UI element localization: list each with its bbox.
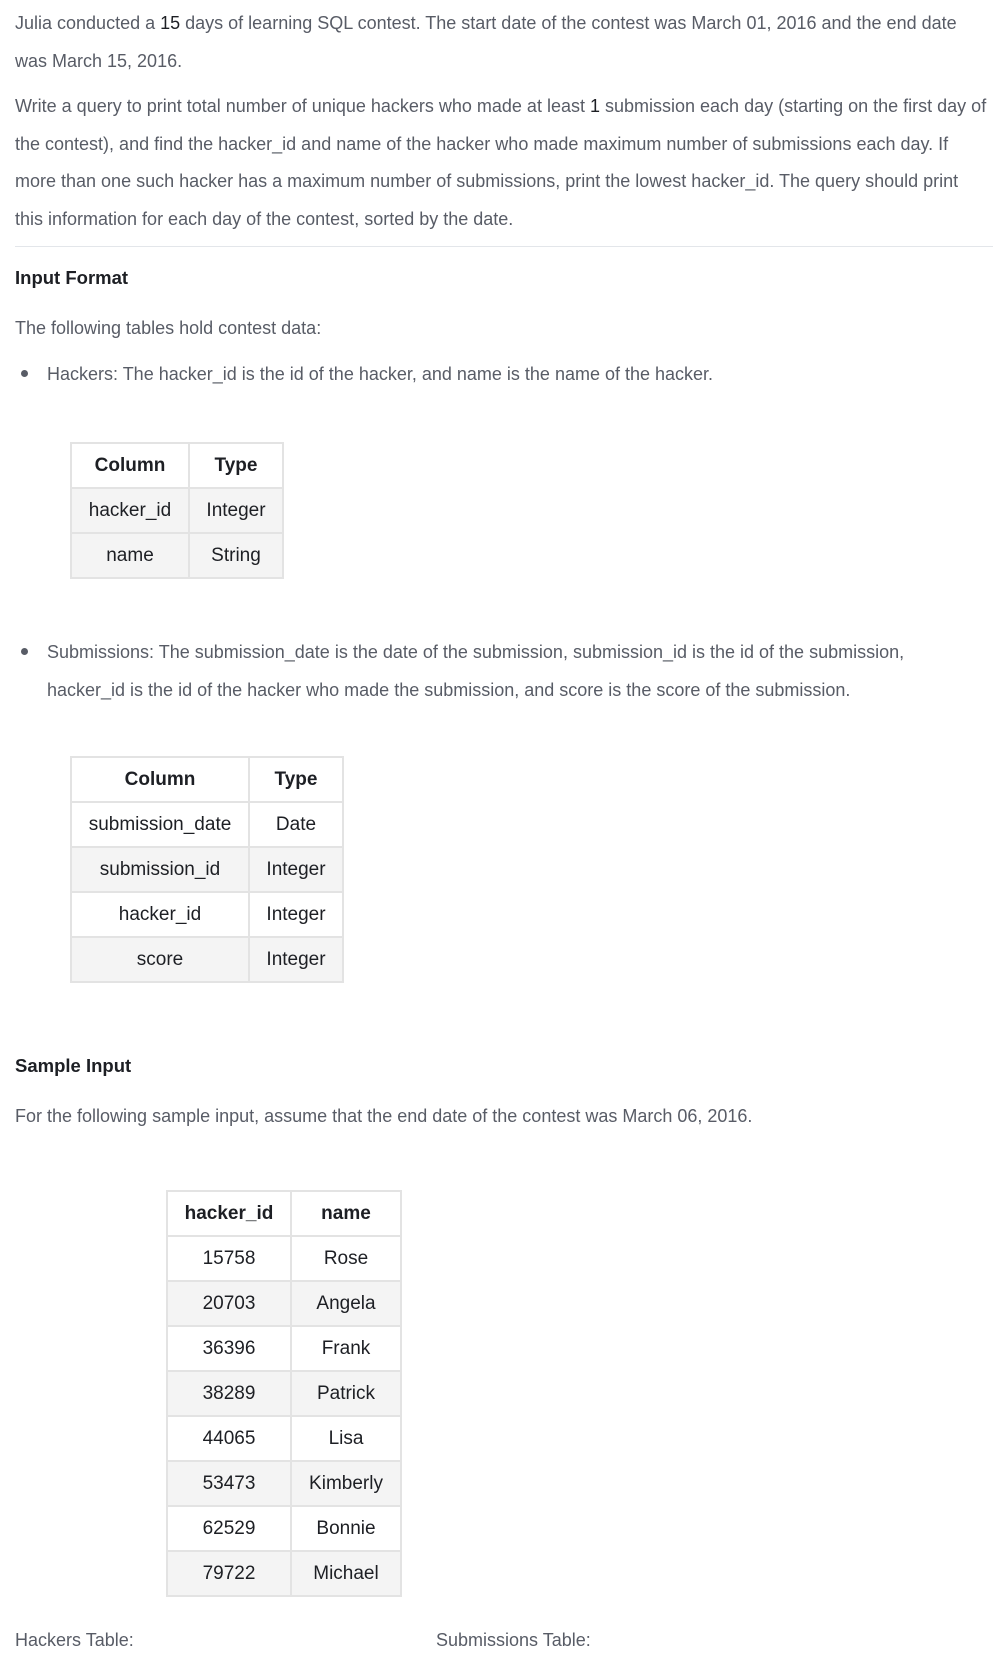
table-cell: submission_id [71, 847, 249, 892]
sample-hackers-table [166, 1190, 402, 1597]
input-format-text: The following tables hold contest data: [15, 318, 322, 338]
table-row [167, 1506, 401, 1551]
table-cell: Integer [189, 488, 283, 533]
table-cell: 44065 [167, 1416, 291, 1461]
table-cell: Integer [249, 892, 343, 937]
table-cell: 53473 [167, 1461, 291, 1506]
table-row [71, 892, 343, 937]
table-cell: Angela [291, 1281, 401, 1326]
table-header: Column [71, 757, 249, 802]
input-format-heading: Input Format [15, 267, 129, 288]
table-cell: Lisa [291, 1416, 401, 1461]
table-row [71, 847, 343, 892]
table-cell: 15758 [167, 1236, 291, 1281]
table-cell: submission_date [71, 802, 249, 847]
table-cell: hacker_id [71, 892, 249, 937]
min-submissions: 1 [589, 96, 600, 116]
table-row [167, 1416, 401, 1461]
table-cell: Rose [291, 1236, 401, 1281]
table-row [167, 1326, 401, 1371]
table-row [167, 1236, 401, 1281]
table-header: Type [249, 757, 343, 802]
table-cell: 79722 [167, 1551, 291, 1596]
table-row [167, 1551, 401, 1596]
table-cell: Integer [249, 847, 343, 892]
table-cell: Patrick [291, 1371, 401, 1416]
intro-paragraph-1: Julia conducted a 15 days of learning SQL contest. The start date of the contest was March 01, 2016 and the end date was March 15, 2016. [15, 13, 957, 71]
table-header: name [291, 1191, 401, 1236]
table-row [71, 488, 283, 533]
table-cell: 62529 [167, 1506, 291, 1551]
sample-input-heading: Sample Input [15, 1055, 132, 1076]
table-row [71, 937, 343, 982]
table-cell: score [71, 937, 249, 982]
section-divider [15, 246, 993, 247]
table-row [167, 1371, 401, 1416]
table-cell: Bonnie [291, 1506, 401, 1551]
table-row [167, 1281, 401, 1326]
table-cell: 36396 [167, 1326, 291, 1371]
table-cell: Frank [291, 1326, 401, 1371]
bullet-hackers: Hackers: The hacker_id is the id of the hacker, and name is the name of the hacker. [21, 355, 981, 393]
bullet-submissions: Submissions: The submission_date is the date of the submission, submission_id is the id of the submission, hacker_id is the id of the hacker who made the submission, and score is the score of the submission. [21, 633, 981, 709]
bullet-dot-icon [21, 648, 28, 655]
table-row [71, 802, 343, 847]
table-cell: 38289 [167, 1371, 291, 1416]
table-row [71, 533, 283, 578]
table-cell: String [189, 533, 283, 578]
table-header: Type [189, 443, 283, 488]
intro-paragraph-2: Write a query to print total number of unique hackers who made at least 1 submission each day (starting on the first day of the contest), and find the hacker_id and name of the hacker who made maximum number of submissions each day. If more than one such hacker has a maximum number of submissions, print the lowest hacker_id. The query should print this information for each day of the contest, sorted by the date. [15, 96, 987, 229]
table-cell: Integer [249, 937, 343, 982]
table-cell: name [71, 533, 189, 578]
hackers-table-caption: Hackers Table: [15, 1630, 134, 1650]
bullet-dot-icon [21, 370, 28, 377]
table-row [167, 1461, 401, 1506]
hackers-schema-table [70, 442, 284, 579]
table-header: Column [71, 443, 189, 488]
days-count: 15 [160, 13, 181, 33]
table-cell: Michael [291, 1551, 401, 1596]
submissions-schema-table [70, 756, 344, 983]
sample-input-text: For the following sample input, assume that the end date of the contest was March 06, 2016. [15, 1106, 753, 1126]
table-header: hacker_id [167, 1191, 291, 1236]
table-cell: Kimberly [291, 1461, 401, 1506]
table-cell: Date [249, 802, 343, 847]
table-cell: 20703 [167, 1281, 291, 1326]
table-cell: hacker_id [71, 488, 189, 533]
submissions-table-caption: Submissions Table: [436, 1630, 591, 1650]
